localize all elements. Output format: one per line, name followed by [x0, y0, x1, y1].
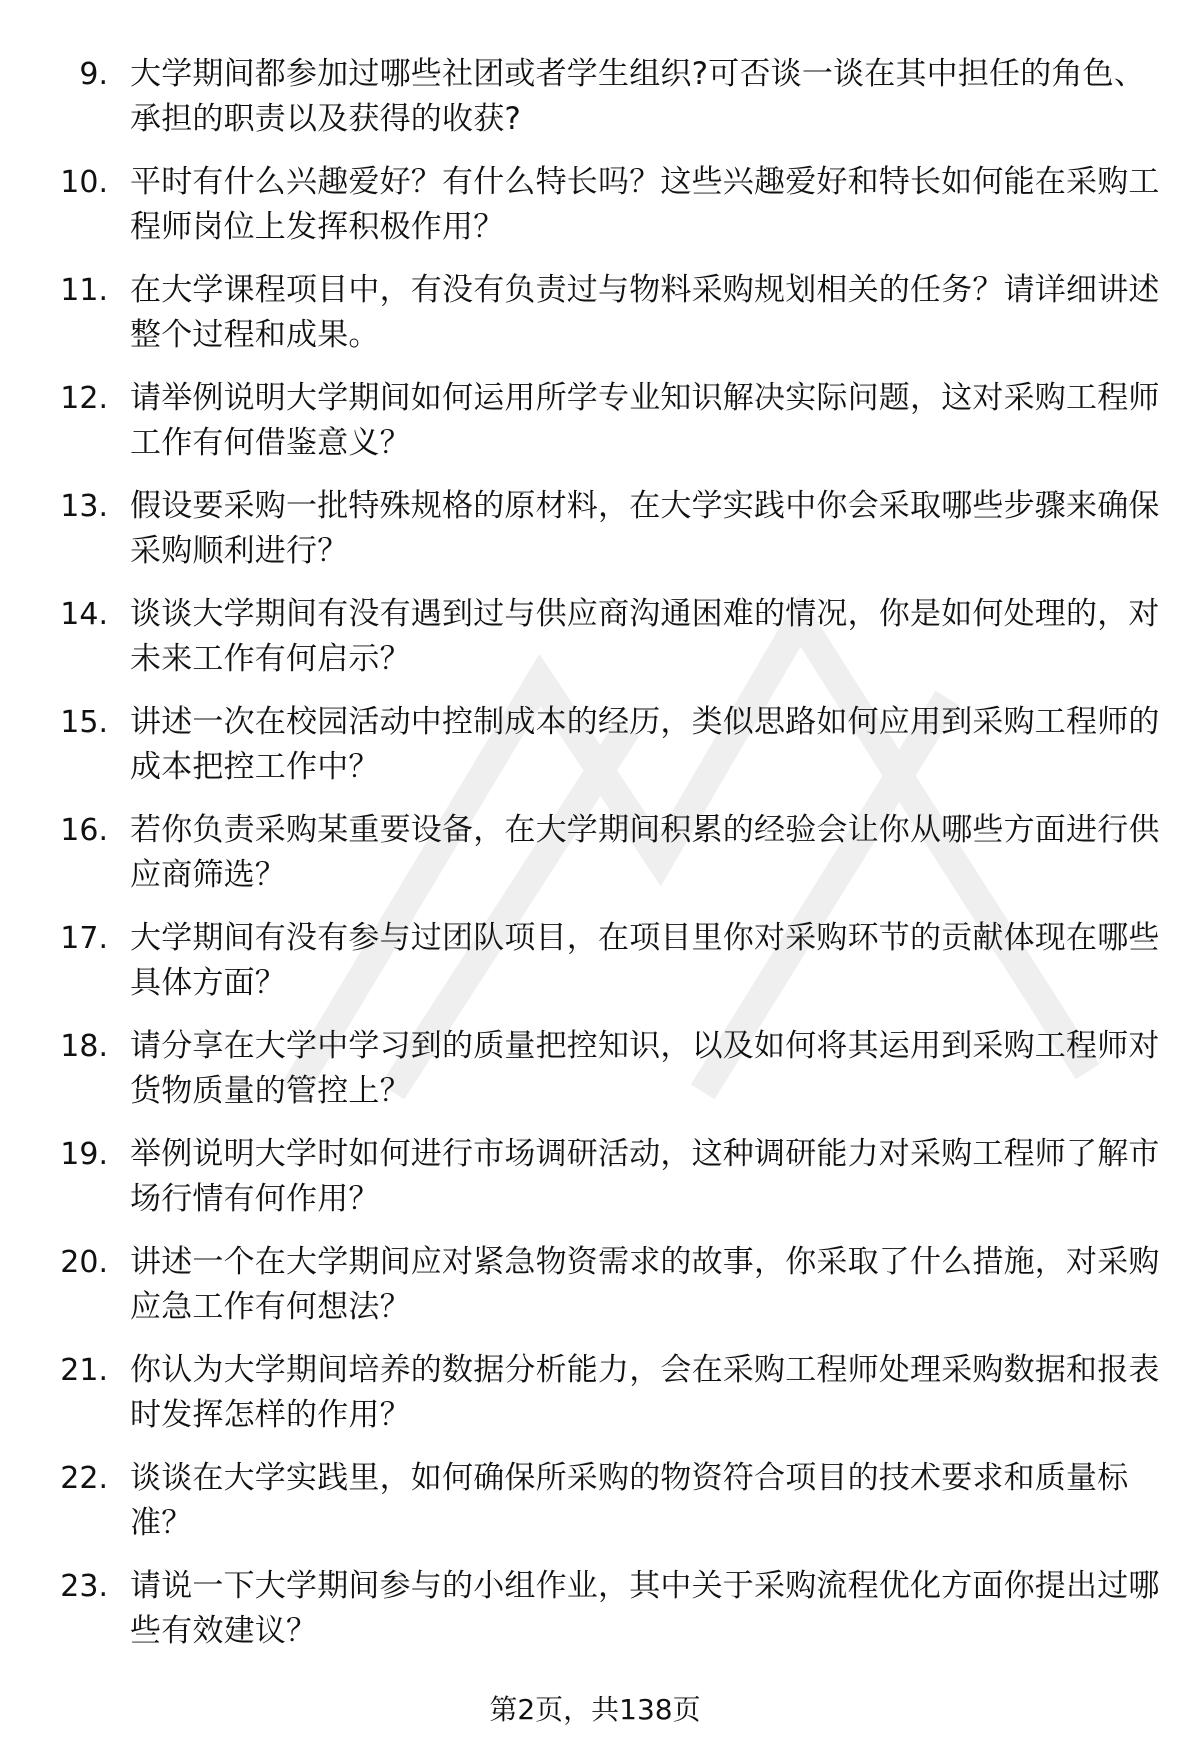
question-text: 讲述一个在大学期间应对紧急物资需求的故事，你采取了什么措施，对采购应急工作有何想法？: [130, 1244, 1160, 1325]
question-text: 请分享在大学中学习到的质量把控知识，以及如何将其运用到采购工程师对货物质量的管控上？: [130, 1028, 1160, 1109]
question-number: 14.: [60, 597, 108, 632]
question-number: 13.: [60, 489, 108, 524]
question-text: 请说一下大学期间参与的小组作业，其中关于采购流程优化方面你提出过哪些有效建议？: [130, 1568, 1160, 1649]
list-item: [0, 808, 1190, 916]
question-number: 10.: [60, 165, 108, 200]
question-text: 举例说明大学时如何进行市场调研活动，这种调研能力对采购工程师了解市场行情有何作用？: [130, 1136, 1160, 1217]
list-item: [0, 592, 1190, 700]
list-item: [0, 268, 1190, 376]
question-text: 谈谈大学期间有没有遇到过与供应商沟通困难的情况，你是如何处理的，对未来工作有何启示？: [130, 596, 1160, 677]
question-text: 讲述一次在校园活动中控制成本的经历，类似思路如何应用到采购工程师的成本把控工作中？: [130, 704, 1160, 785]
question-text: 请举例说明大学期间如何运用所学专业知识解决实际问题，这对采购工程师工作有何借鉴意义？: [130, 380, 1160, 461]
list-item: [0, 160, 1190, 268]
list-item: [0, 1564, 1190, 1672]
question-number: 15.: [60, 705, 108, 740]
list-item: [0, 52, 1190, 160]
question-text: 大学期间有没有参与过团队项目，在项目里你对采购环节的贡献体现在哪些具体方面？: [130, 920, 1160, 1001]
list-item: [0, 916, 1190, 1024]
page-footer: 第2页，共138页: [489, 1693, 701, 1726]
question-text: 平时有什么兴趣爱好？有什么特长吗？这些兴趣爱好和特长如何能在采购工程师岗位上发挥积极作用？: [130, 164, 1160, 245]
question-text: 若你负责采购某重要设备，在大学期间积累的经验会让你从哪些方面进行供应商筛选？: [130, 812, 1160, 893]
list-item: [0, 1348, 1190, 1456]
list-item: [0, 700, 1190, 808]
question-number: 12.: [60, 381, 108, 416]
list-item: [0, 1456, 1190, 1564]
question-text: 谈谈在大学实践里，如何确保所采购的物资符合项目的技术要求和质量标准？: [130, 1460, 1129, 1541]
question-number: 18.: [60, 1029, 108, 1064]
question-text: 假设要采购一批特殊规格的原材料，在大学实践中你会采取哪些步骤来确保采购顺利进行？: [130, 488, 1160, 569]
question-number: 21.: [60, 1353, 108, 1388]
list-item: [0, 376, 1190, 484]
question-text: 大学期间都参加过哪些社团或者学生组织?可否谈一谈在其中担任的角色、承担的职责以及获得的收获?: [130, 56, 1146, 137]
list-item: [0, 484, 1190, 592]
question-number: 11.: [60, 273, 108, 308]
question-number: 16.: [60, 813, 108, 848]
question-text: 在大学课程项目中，有没有负责过与物料采购规划相关的任务？请详细讲述整个过程和成果。: [130, 272, 1160, 353]
question-number: 17.: [60, 921, 108, 956]
question-number: 20.: [60, 1245, 108, 1280]
question-number: 22.: [60, 1461, 108, 1496]
question-list: [0, 52, 1190, 1672]
question-number: 23.: [60, 1569, 108, 1604]
question-number: 19.: [60, 1137, 108, 1172]
question-text: 你认为大学期间培养的数据分析能力，会在采购工程师处理采购数据和报表时发挥怎样的作用？: [130, 1352, 1160, 1433]
list-item: [0, 1132, 1190, 1240]
question-number: 9.: [79, 57, 108, 92]
list-item: [0, 1240, 1190, 1348]
list-item: [0, 1024, 1190, 1132]
